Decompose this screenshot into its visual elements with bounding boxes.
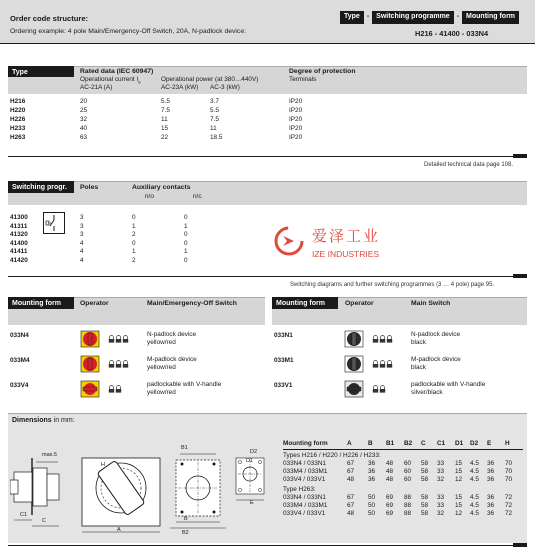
- nc-cell: 0: [184, 256, 188, 264]
- mounting-form-code: 033V1: [274, 382, 293, 389]
- col-switching-progr: Switching progr.: [8, 181, 74, 193]
- list-item: [8, 355, 265, 380]
- prog-cell: 41311: [10, 222, 28, 230]
- dim-cell: 33: [437, 460, 445, 467]
- dim-cell: 15: [455, 460, 463, 467]
- table-row: [10, 107, 520, 116]
- dim-cell: 88: [404, 510, 412, 517]
- current-cell: 32: [80, 116, 88, 123]
- dim-label-max: max.5: [42, 452, 57, 458]
- red-yellow-handle-icon: [80, 330, 100, 351]
- dim-cell: 033V4 / 033V1: [283, 510, 326, 517]
- dim-cell: 033M4 / 033M1: [283, 468, 328, 475]
- dim-cell: 70: [505, 468, 513, 475]
- dim-cell: 36: [487, 460, 495, 467]
- mounting-right-col-form: Mounting form: [272, 297, 338, 309]
- cutout-view-drawing: [170, 454, 226, 528]
- dim-cell: 33: [437, 468, 445, 475]
- dimensions-title-rest: in mm:: [51, 417, 75, 424]
- list-item: [272, 330, 527, 355]
- mounting-right-col-desc: Main Switch: [411, 300, 451, 307]
- ize-logo-icon: [274, 226, 304, 256]
- nc-cell: 0: [184, 214, 188, 221]
- dim-cell: 50: [368, 494, 376, 501]
- mounting-form-code: 033M1: [274, 357, 294, 364]
- dim-col-header: B: [368, 440, 373, 447]
- col-nc: n/c: [193, 193, 202, 200]
- dim-col-header: Mounting form: [283, 440, 328, 447]
- mounting-left-col-form: Mounting form: [8, 297, 74, 309]
- table-row: [10, 116, 520, 125]
- watermark-cn: 爱泽工业: [312, 228, 381, 245]
- mounting-form-code: 033V4: [10, 382, 29, 389]
- poles-cell: 3: [80, 222, 84, 230]
- mounting-desc: padlockable with V-handle: [147, 381, 222, 388]
- type-cell: H220: [10, 107, 26, 114]
- dim-cell: 32: [437, 510, 445, 517]
- table-row: [283, 468, 523, 476]
- type-cell: H233: [10, 125, 26, 132]
- dim-col-header: C1: [437, 440, 446, 447]
- dim-cell: 12: [455, 476, 463, 483]
- no-cell: 1: [132, 222, 136, 230]
- padlock-icon: [372, 385, 386, 396]
- type-cell: H226: [10, 116, 26, 123]
- order-tags: [340, 11, 519, 24]
- current-cell: 25: [80, 107, 88, 114]
- dim-cell: 36: [368, 476, 376, 483]
- col-ac3: AC-3 (kW): [210, 84, 240, 91]
- poles-cell: 3: [80, 231, 84, 239]
- dim-cell: 4.5: [470, 502, 479, 509]
- padlock-icon: [108, 385, 122, 396]
- dim-cell: 88: [404, 502, 412, 509]
- dim-cell: 48: [347, 476, 355, 483]
- dim-label-b: B: [184, 516, 188, 522]
- switching-table-endbar: [513, 274, 527, 278]
- list-item: [8, 330, 265, 355]
- col-operational-power: Operational power (at 380…440V): [161, 76, 259, 83]
- table-row: [10, 125, 520, 134]
- no-cell: 0: [132, 239, 136, 247]
- table-row: [10, 231, 220, 240]
- ac3-cell: 7.5: [210, 116, 219, 123]
- col-auxiliary: Auxiliary contacts: [132, 184, 191, 191]
- type-cell: H216: [10, 98, 26, 105]
- dim-cell: 36: [368, 468, 376, 475]
- table-row: [10, 98, 520, 107]
- padlock-icon: [372, 335, 393, 346]
- dim-cell: 15: [455, 494, 463, 501]
- prog-cell: 41420: [10, 256, 28, 264]
- table-row: [10, 134, 520, 143]
- mounting-left-body: [8, 330, 265, 405]
- no-cell: 2: [132, 256, 136, 264]
- tag-dash: -: [456, 13, 460, 20]
- dim-col-header: E: [487, 440, 492, 447]
- dim-cell: 48: [386, 476, 394, 483]
- tag-mounting-form: Mounting form: [462, 11, 519, 24]
- prog-cell: 41300: [10, 214, 28, 221]
- ac3-cell: 3.7: [210, 98, 219, 105]
- ac23-cell: 15: [161, 125, 169, 132]
- type-table-endbar: [513, 154, 527, 158]
- mounting-desc: N-padlock device: [147, 331, 197, 338]
- table-row: [283, 510, 523, 518]
- current-cell: 63: [80, 134, 88, 141]
- table-row: [283, 494, 523, 502]
- order-code: H216 - 41400 - 033N4: [415, 29, 489, 38]
- mounting-color: black: [411, 339, 426, 346]
- dim-cell: 70: [505, 476, 513, 483]
- dim-cell: 36: [487, 468, 495, 475]
- poles-cell: 4: [80, 248, 84, 256]
- dim-cell: 36: [368, 460, 376, 467]
- mounting-right-body: [272, 330, 527, 405]
- mounting-desc: M-padlock device: [147, 356, 197, 363]
- dim-cell: 67: [347, 494, 355, 501]
- dimensions-table: [283, 440, 523, 518]
- dim-cell: 60: [404, 476, 412, 483]
- dim-cell: 033N4 / 033N1: [283, 460, 326, 467]
- padlock-icon: [108, 335, 129, 346]
- ip-cell: IP20: [289, 116, 303, 123]
- dimensions-title-bold: Dimensions: [12, 417, 52, 424]
- mounting-color: yellow/red: [147, 389, 176, 396]
- dim-cell: 69: [386, 494, 394, 501]
- side-view-drawing: [10, 458, 59, 526]
- dim-label-h: H: [101, 462, 105, 468]
- dim-cell: 33: [437, 494, 445, 501]
- col-protection: Degree of protection: [289, 68, 356, 75]
- dim-col-header: A: [347, 440, 352, 447]
- col-current-label: Operational current I: [80, 76, 139, 83]
- table-row: [283, 476, 523, 484]
- switching-table-body: [10, 214, 220, 266]
- poles-cell: 4: [80, 239, 84, 247]
- dim-cell: 36: [487, 494, 495, 501]
- dim-group-label: Types H216 / H220 / H226 / H233:: [283, 452, 381, 459]
- dim-col-header: B1: [386, 440, 395, 447]
- col-ac23: AC-23A (kW): [161, 84, 199, 91]
- watermark-en: IZE INDUSTRIES: [312, 249, 380, 259]
- ip-cell: IP20: [289, 107, 303, 114]
- no-cell: 0: [132, 214, 136, 221]
- dim-cell: 67: [347, 468, 355, 475]
- dim-cell: 4.5: [470, 510, 479, 517]
- ip-cell: IP20: [289, 125, 303, 132]
- col-terminals: Terminals: [289, 76, 317, 83]
- switching-table-note: Switching diagrams and further switching programmes (3 … 4 pole) page 95.: [290, 282, 495, 288]
- dim-cell: 4.5: [470, 494, 479, 501]
- dim-cell: 033N4 / 033N1: [283, 494, 326, 501]
- list-item: [8, 380, 265, 405]
- poles-cell: 3: [80, 214, 84, 221]
- dim-label-c1: C1: [20, 512, 28, 518]
- col-no: n/o: [145, 193, 154, 200]
- dim-col-header: D2: [470, 440, 479, 447]
- current-cell: 40: [80, 125, 88, 132]
- dimensions-rule: [8, 545, 527, 546]
- col-poles: Poles: [80, 184, 99, 191]
- table-row: [283, 460, 523, 468]
- ac23-cell: 22: [161, 134, 169, 141]
- dim-cell: 033M4 / 033M1: [283, 502, 328, 509]
- table-row: [10, 248, 220, 257]
- dim-label-d1: D1: [246, 458, 254, 464]
- padlock-icon: [108, 360, 129, 371]
- dim-cell: 033V4 / 033V1: [283, 476, 326, 483]
- dim-cell: 67: [347, 502, 355, 509]
- dim-label-d2: D2: [250, 449, 258, 455]
- list-item: [272, 380, 527, 405]
- nc-cell: 0: [184, 231, 188, 239]
- type-cell: H263: [10, 134, 26, 141]
- dim-label-b2: B2: [182, 530, 189, 536]
- order-code-title: Order code structure:: [10, 14, 89, 23]
- dim-cell: 32: [437, 476, 445, 483]
- type-table-rule: [8, 156, 527, 157]
- poles-cell: 4: [80, 256, 84, 264]
- mounting-desc: padlockable with V-handle: [411, 381, 486, 388]
- mounting-color: yellow/red: [147, 364, 176, 371]
- dim-cell: 72: [505, 494, 513, 501]
- red-yellow-handle-icon: [80, 355, 100, 376]
- mounting-desc: M-padlock device: [411, 356, 461, 363]
- dim-cell: 58: [421, 494, 429, 501]
- dim-col-header: H: [505, 440, 510, 447]
- dim-cell: 88: [404, 494, 412, 501]
- black-handle-icon: [344, 330, 364, 351]
- dim-cell: 58: [421, 460, 429, 467]
- dim-col-header: C: [421, 440, 426, 447]
- dim-cell: 48: [386, 468, 394, 475]
- dim-cell: 36: [487, 510, 495, 517]
- tag-dash: -: [366, 13, 370, 20]
- ac3-cell: 18.5: [210, 134, 223, 141]
- type-table-body: [10, 98, 520, 143]
- col-current-sub: e: [138, 79, 141, 85]
- dimensions-title: [12, 417, 75, 426]
- mounting-form-code: 033N1: [274, 332, 293, 339]
- switching-table-rule: [8, 276, 527, 277]
- dim-cell: 50: [368, 510, 376, 517]
- mounting-left-col-operator: Operator: [80, 300, 109, 307]
- dim-col-header: D1: [455, 440, 464, 447]
- table-row: [283, 502, 523, 510]
- ac23-cell: 5.5: [161, 98, 170, 105]
- ac3-cell: 11: [210, 125, 217, 132]
- dim-cell: 15: [455, 468, 463, 475]
- nc-cell: 1: [184, 248, 188, 256]
- dim-cell: 70: [505, 460, 513, 467]
- dim-cell: 4.5: [470, 476, 479, 483]
- dim-header-row: [283, 440, 523, 450]
- col-rated-data: Rated data (IEC 60947): [80, 68, 154, 75]
- dim-cell: 4.5: [470, 468, 479, 475]
- black-handle-icon: [344, 380, 364, 401]
- mounting-color: black: [411, 364, 426, 371]
- dim-label-c: C: [42, 518, 46, 524]
- dim-cell: 48: [386, 460, 394, 467]
- mounting-desc: N-padlock device: [411, 331, 461, 338]
- no-cell: 1: [132, 248, 136, 256]
- prog-cell: 41411: [10, 248, 28, 256]
- dim-cell: 58: [421, 468, 429, 475]
- table-row: [10, 214, 220, 223]
- nc-cell: 1: [184, 222, 188, 230]
- ordering-example: Ordering example: 4 pole Main/Emergency-Off Switch, 20A, N-padlock device:: [10, 28, 246, 35]
- tag-switching-programme: Switching programme: [372, 11, 454, 24]
- mounting-right-col-operator: Operator: [345, 300, 374, 307]
- order-code-header: [0, 0, 535, 44]
- no-cell: 2: [132, 231, 136, 239]
- col-type: Type: [8, 66, 74, 77]
- dimensions-endbar: [513, 543, 527, 547]
- dim-cell: 50: [368, 502, 376, 509]
- dim-cell: 58: [421, 502, 429, 509]
- ac3-cell: 5.5: [210, 107, 219, 114]
- dim-col-header: B2: [404, 440, 413, 447]
- table-row: [10, 223, 220, 232]
- prog-cell: 41400: [10, 239, 28, 247]
- black-handle-icon: [344, 355, 364, 376]
- padlock-icon: [372, 360, 393, 371]
- tag-type: Type: [340, 11, 364, 24]
- dim-cell: 48: [347, 510, 355, 517]
- ip-cell: IP20: [289, 98, 303, 105]
- dim-label-a: A: [117, 527, 121, 533]
- prog-cell: 41320: [10, 231, 28, 239]
- dim-cell: 12: [455, 510, 463, 517]
- dim-cell: 33: [437, 502, 445, 509]
- red-yellow-handle-icon: [80, 380, 100, 401]
- ac23-cell: 7.5: [161, 107, 170, 114]
- dim-group-label: Type H263:: [283, 486, 316, 493]
- dim-cell: 60: [404, 460, 412, 467]
- dim-cell: 15: [455, 502, 463, 509]
- mounting-form-code: 033M4: [10, 357, 30, 364]
- current-cell: 20: [80, 98, 88, 105]
- type-table-note: Detailed technical data page 108.: [424, 162, 514, 168]
- front-view-drawing: [82, 458, 160, 532]
- list-item: [272, 355, 527, 380]
- dim-cell: 69: [386, 502, 394, 509]
- nc-cell: 0: [184, 239, 188, 247]
- table-row: [10, 257, 220, 266]
- mounting-form-code: 033N4: [10, 332, 29, 339]
- ip-cell: IP20: [289, 134, 303, 141]
- dim-cell: 60: [404, 468, 412, 475]
- dim-label-e: E: [250, 500, 254, 506]
- dim-cell: 72: [505, 510, 513, 517]
- dim-cell: 72: [505, 502, 513, 509]
- dim-cell: 58: [421, 510, 429, 517]
- dim-cell: 67: [347, 460, 355, 467]
- dim-cell: 36: [487, 502, 495, 509]
- col-current-unit: AC-21A (A): [80, 84, 113, 91]
- mounting-color: yellow/red: [147, 339, 176, 346]
- table-row: [10, 240, 220, 249]
- dim-cell: 36: [487, 476, 495, 483]
- dim-cell: 69: [386, 510, 394, 517]
- mounting-color: silver/black: [411, 389, 443, 396]
- dim-cell: 4.5: [470, 460, 479, 467]
- mounting-left-col-desc: Main/Emergency-Off Switch: [147, 300, 237, 307]
- dim-cell: 58: [421, 476, 429, 483]
- dim-label-b1: B1: [181, 445, 188, 451]
- ac23-cell: 11: [161, 116, 168, 123]
